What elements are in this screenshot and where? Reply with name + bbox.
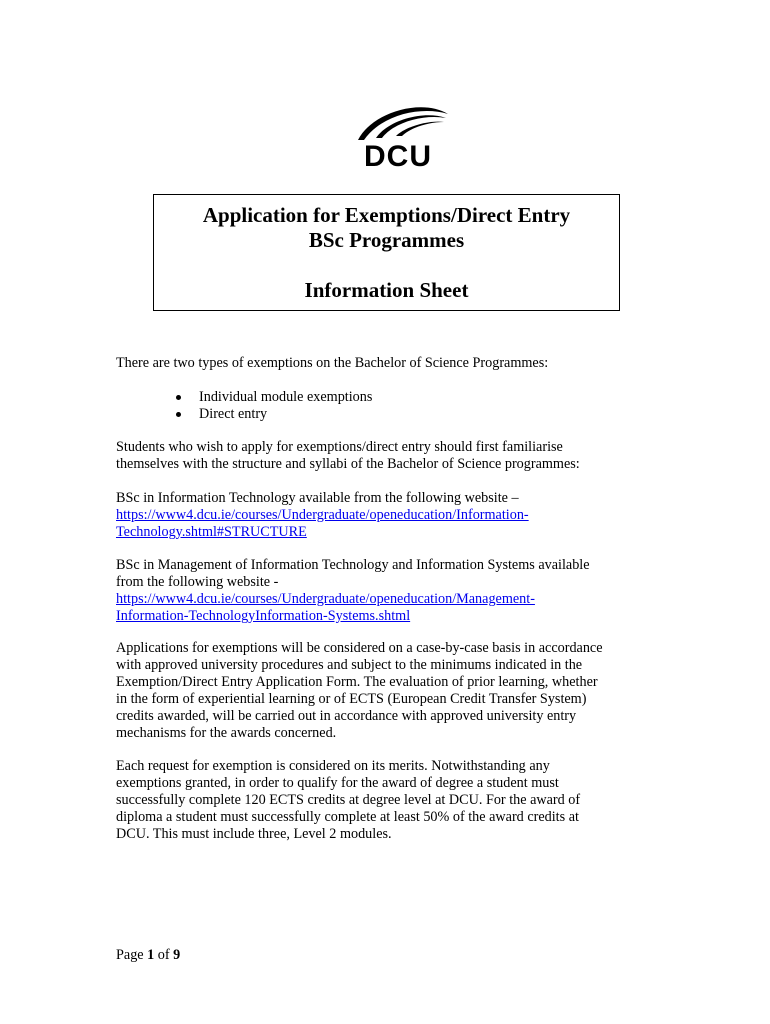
paragraph-line: from the following website - bbox=[116, 574, 279, 590]
paragraph-line: BSc in Management of Information Technology and Information Systems available bbox=[116, 557, 590, 573]
dcu-logo bbox=[352, 104, 452, 174]
paragraph-line: with approved university procedures and subject to the minimums indicated in the bbox=[116, 657, 583, 673]
bsc-it-paragraph bbox=[116, 490, 656, 541]
paragraph-line: mechanisms for the awards concerned. bbox=[116, 725, 337, 741]
intro-paragraph: There are two types of exemptions on the Bachelor of Science Programmes: bbox=[116, 355, 549, 371]
paragraph-line: diploma a student must successfully complete at least 50% of the award credits at bbox=[116, 809, 579, 825]
page-total: 9 bbox=[173, 947, 181, 963]
paragraph-line: BSc in Information Technology available from the following website – bbox=[116, 490, 519, 506]
familiarise-paragraph bbox=[116, 439, 656, 473]
page-number bbox=[116, 947, 180, 964]
paragraph-line: themselves with the structure and syllabi of the Bachelor of Science programmes: bbox=[116, 456, 580, 472]
title-line-2: BSc Programmes bbox=[308, 228, 465, 252]
paragraph-line: Applications for exemptions will be considered on a case-by-case basis in accordance bbox=[116, 640, 603, 656]
page-word: Page bbox=[116, 947, 144, 963]
exemption-types-list bbox=[172, 389, 372, 423]
applications-paragraph bbox=[116, 640, 676, 742]
link-line: https://www4.dcu.ie/courses/Undergraduate/openeducation/Management- bbox=[116, 591, 535, 607]
paragraph-line: exemptions granted, in order to qualify for the award of degree a student must bbox=[116, 775, 559, 791]
bsc-mit-paragraph bbox=[116, 557, 656, 625]
paragraph-line: DCU. This must include three, Level 2 modules. bbox=[116, 826, 392, 842]
bsc-it-link[interactable] bbox=[116, 507, 529, 540]
paragraph-line: Exemption/Direct Entry Application Form. The evaluation of prior learning, whether bbox=[116, 674, 598, 690]
list-item: Direct entry bbox=[172, 406, 372, 423]
paragraph-line: successfully complete 120 ECTS credits at degree level at DCU. For the award of bbox=[116, 792, 581, 808]
link-line: Information-TechnologyInformation-Systems.shtml bbox=[116, 608, 411, 624]
paragraph-line: credits awarded, will be carried out in accordance with approved university entry bbox=[116, 708, 577, 724]
title-line-1: Application for Exemptions/Direct Entry bbox=[202, 203, 571, 227]
logo-text: DCU bbox=[364, 140, 432, 173]
of-word: of bbox=[157, 947, 170, 963]
paragraph-line: Students who wish to apply for exemptions/direct entry should first familiarise bbox=[116, 439, 563, 455]
title-box bbox=[153, 194, 620, 311]
merits-paragraph bbox=[116, 758, 676, 843]
link-line: https://www4.dcu.ie/courses/Undergraduate/openeducation/Information- bbox=[116, 507, 529, 523]
paragraph-line: Each request for exemption is considered on its merits. Notwithstanding any bbox=[116, 758, 550, 774]
link-line: Technology.shtml#STRUCTURE bbox=[116, 524, 307, 540]
logo-swoosh-icon bbox=[352, 104, 452, 144]
paragraph-line: in the form of experiential learning or of ECTS (European Credit Transfer System) bbox=[116, 691, 587, 707]
info-sheet-heading: Information Sheet bbox=[304, 278, 469, 302]
bsc-mit-link[interactable] bbox=[116, 591, 535, 624]
list-item: Individual module exemptions bbox=[172, 389, 372, 406]
page-current: 1 bbox=[147, 947, 155, 963]
